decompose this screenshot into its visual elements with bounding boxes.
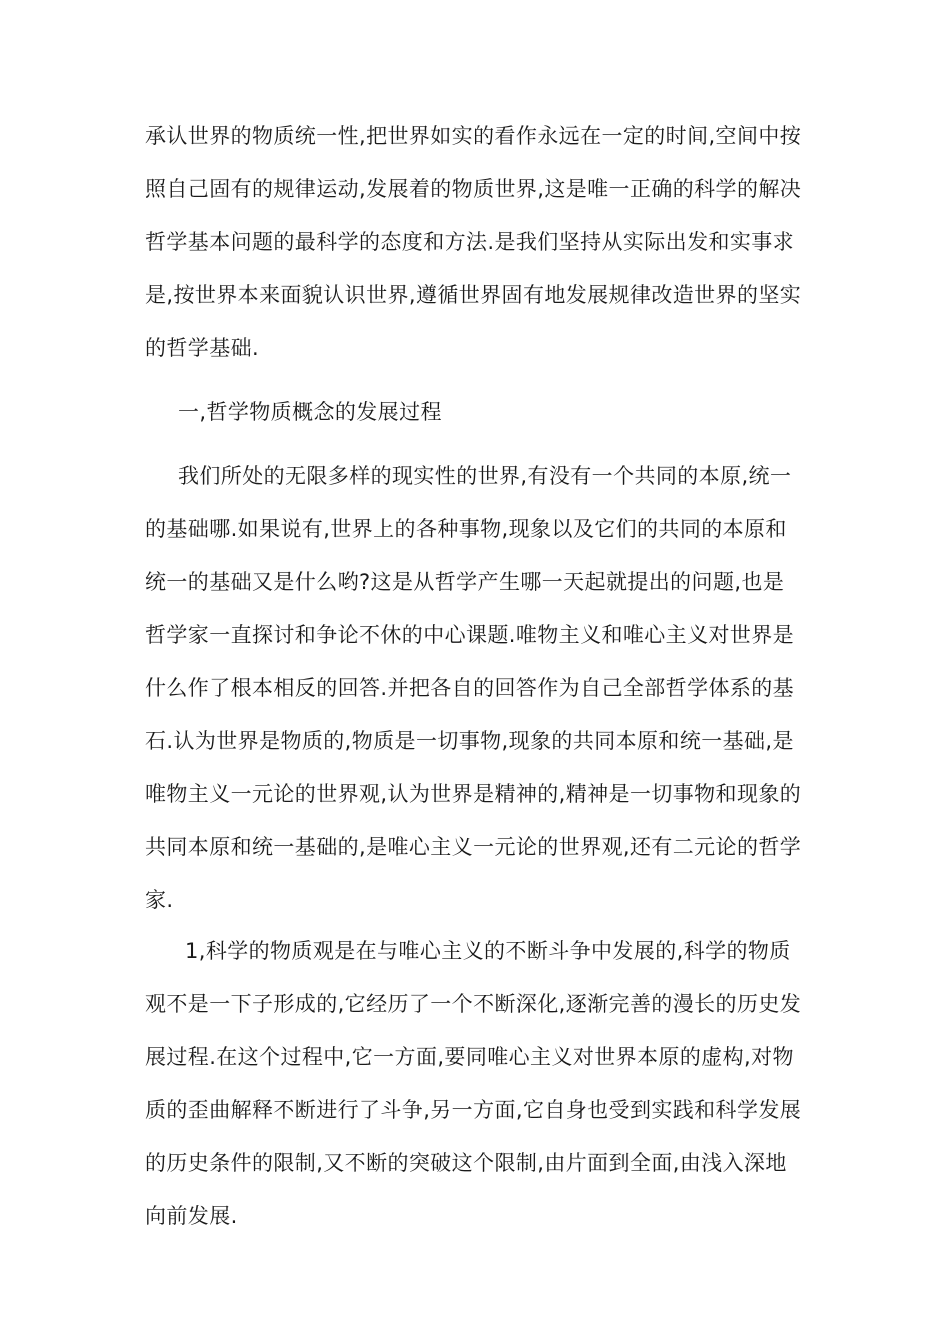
text-line: 哲学基本问题的最科学的态度和方法.是我们坚持从实际出发和实事求	[145, 230, 795, 254]
text-line: 的基础哪.如果说有,世界上的各种事物,现象以及它们的共同的本原和	[145, 517, 787, 541]
text-line: 1,科学的物质观是在与唯心主义的不断斗争中发展的,科学的物质	[185, 939, 791, 963]
text-line: 统一的基础又是什么哟?这是从哲学产生哪一天起就提出的问题,也是	[145, 570, 785, 594]
text-line: 什么作了根本相反的回答.并把各自的回答作为自己全部哲学体系的基	[145, 676, 795, 700]
text-line: 的哲学基础.	[145, 336, 260, 360]
heading-text: 一,哲学物质概念的发展过程	[178, 400, 442, 424]
text-line: 照自己固有的规律运动,发展着的物质世界,这是唯一正确的科学的解决	[145, 177, 802, 201]
text-line: 唯物主义一元论的世界观,认为世界是精神的,精神是一切事物和现象的	[145, 782, 802, 806]
text-line: 承认世界的物质统一性,把世界如实的看作永远在一定的时间,空间中按	[145, 124, 802, 148]
text-line: 共同本原和统一基础的,是唯心主义一元论的世界观,还有二元论的哲学	[145, 835, 802, 859]
text-line: 质的歪曲解释不断进行了斗争,另一方面,它自身也受到实践和科学发展	[145, 1098, 802, 1122]
text-line: 展过程.在这个过程中,它一方面,要同唯心主义对世界本原的虚构,对物	[145, 1045, 794, 1069]
text-line: 是,按世界本来面貌认识世界,遵循世界固有地发展规律改造世界的坚实	[145, 283, 802, 307]
text-line: 哲学家一直探讨和争论不休的中心课题.唯物主义和唯心主义对世界是	[145, 623, 795, 647]
text-line: 观不是一下子形成的,它经历了一个不断深化,逐渐完善的漫长的历史发	[145, 992, 802, 1016]
text-line: 家.	[145, 888, 174, 912]
text-line: 的历史条件的限制,又不断的突破这个限制,由片面到全面,由浅入深地	[145, 1151, 787, 1175]
text-line: 石.认为世界是物质的,物质是一切事物,现象的共同本原和统一基础,是	[145, 729, 794, 753]
text-line: 我们所处的无限多样的现实性的世界,有没有一个共同的本原,统一	[178, 464, 792, 488]
text-line: 向前发展.	[145, 1204, 238, 1228]
